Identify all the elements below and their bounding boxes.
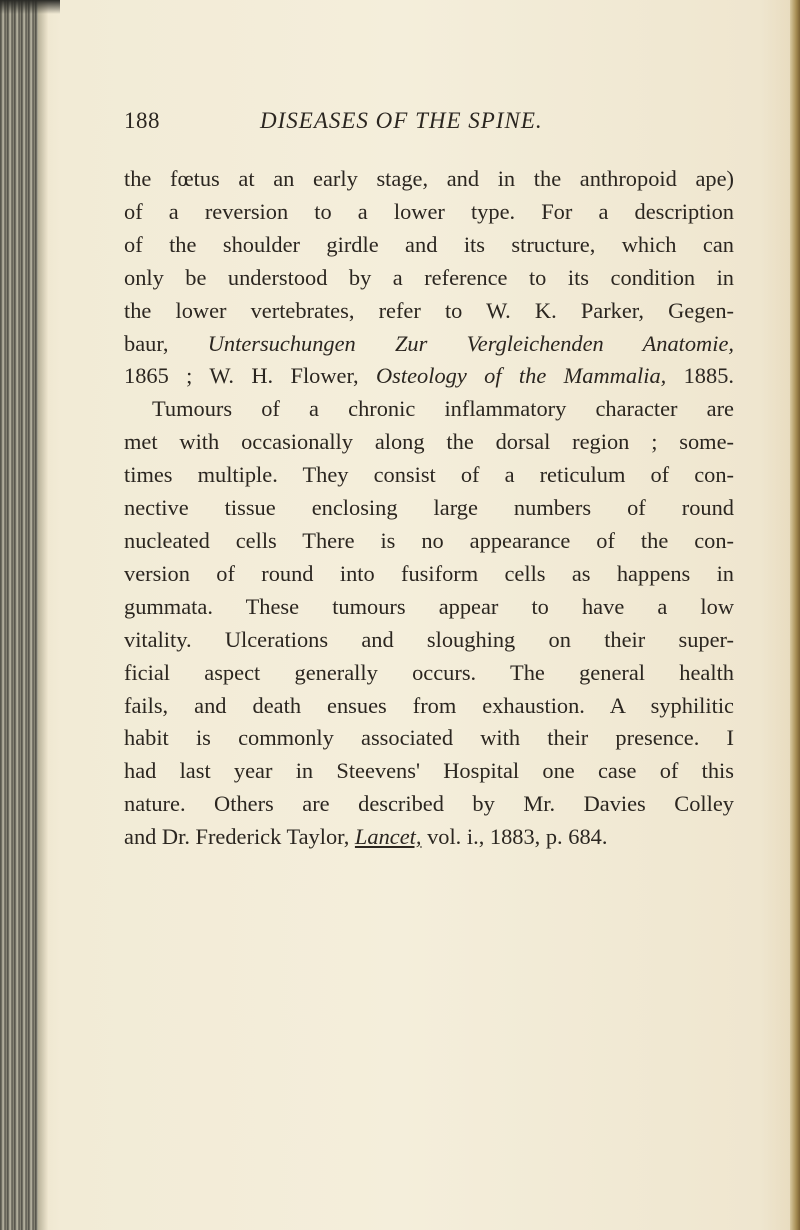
- binding-shadow: [38, 0, 48, 1230]
- page-number: 188: [124, 108, 160, 133]
- page-header: [124, 108, 724, 144]
- text-run: vol. i., 1883, p. 684.: [421, 824, 608, 850]
- page-edge: [790, 0, 800, 1230]
- text-run: 1865 ; W. H. Flower,: [124, 363, 376, 389]
- body-text: [124, 163, 734, 854]
- text-run: baur,: [124, 330, 208, 356]
- text-line: only be understood by a reference to its condition in: [124, 264, 734, 290]
- text-line: fails, and death ensues from exhaustion. A syphilitic: [124, 692, 734, 718]
- text-run: and Dr. Frederick Taylor,: [124, 824, 355, 850]
- text-line: [124, 821, 734, 854]
- text-line: times multiple. They consist of a reticulum of con-: [124, 462, 734, 488]
- text-line: version of round into fusiform cells as happens in: [124, 560, 734, 586]
- italic-title: Osteology of the Mammalia,: [375, 363, 667, 389]
- text-line: gummata. These tumours appear to have a low: [124, 593, 734, 619]
- italic-title: Untersuchungen Zur Vergleichenden Anatomie,: [207, 330, 734, 356]
- text-line: [124, 360, 734, 393]
- text-line: the lower vertebrates, refer to W. K. Parker, Gegen-: [124, 297, 734, 323]
- text-line: [124, 328, 734, 361]
- text-line: nective tissue enclosing large numbers of round: [124, 495, 734, 521]
- text-run: 1885.: [666, 363, 734, 389]
- text-line: nature. Others are described by Mr. Davies Colley: [124, 791, 734, 817]
- text-line: had last year in Steevens' Hospital one case of this: [124, 758, 734, 784]
- book-binding: [0, 0, 38, 1230]
- page-corner: [0, 0, 60, 14]
- text-line: of the shoulder girdle and its structure, which can: [124, 231, 734, 257]
- text-line: Tumours of a chronic inflammatory character are: [152, 396, 734, 422]
- text-line: ficial aspect generally occurs. The general health: [124, 659, 734, 685]
- text-line: vitality. Ulcerations and sloughing on their super-: [124, 626, 734, 652]
- text-line: habit is commonly associated with their presence. I: [124, 725, 734, 751]
- text-line: the fœtus at an early stage, and in the anthropoid ape): [124, 166, 734, 191]
- text-line: nucleated cells There is no appearance of the con-: [124, 527, 734, 553]
- running-head: DISEASES OF THE SPINE.: [260, 108, 543, 133]
- text-line: met with occasionally along the dorsal region ; some-: [124, 429, 734, 455]
- italic-title: Lancet,: [354, 824, 422, 850]
- text-line: of a reversion to a lower type. For a description: [124, 198, 734, 224]
